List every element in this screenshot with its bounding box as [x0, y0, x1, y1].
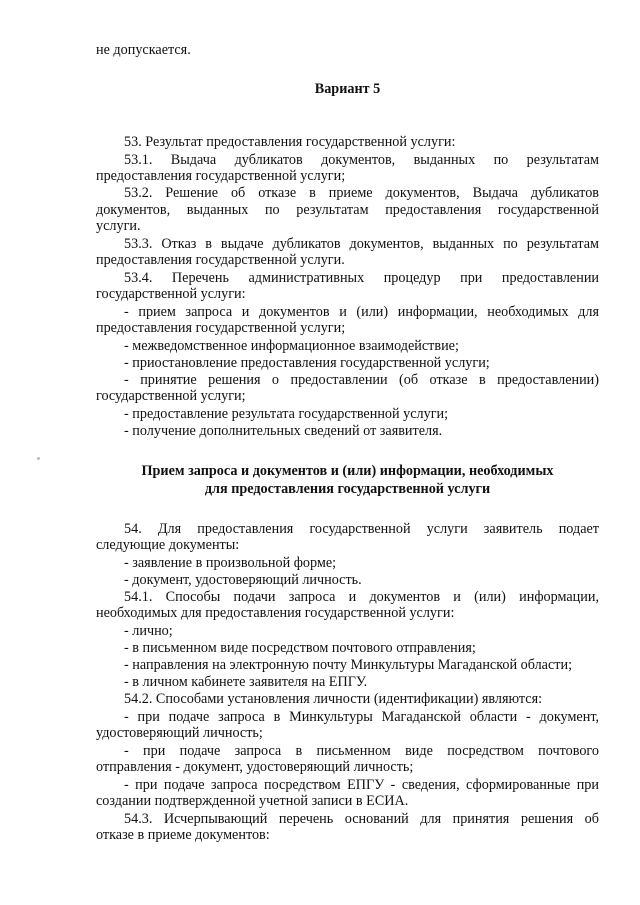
- list-item-method-4: - в личном кабинете заявителя на ЕПГУ.: [124, 674, 368, 690]
- paragraph-54-1-line2: необходимых для предоставления государственной услуги:: [96, 605, 455, 621]
- list-item-method-3: - направления на электронную почту Минкультуры Магаданской области;: [124, 657, 573, 673]
- list-item-procedure-4-line2: государственной услуги;: [96, 388, 246, 404]
- paragraph-53-2-line1: 53.2. Решение об отказе в приеме документов, Выдача дубликатов: [124, 185, 599, 201]
- list-item-method-2: - в письменном виде посредством почтового отправления;: [124, 640, 476, 656]
- paragraph-54-2: 54.2. Способами установления личности (идентификации) являются:: [124, 691, 543, 707]
- paragraph-54-1-line1: 54.1. Способы подачи запроса и документов и (или) информации,: [124, 589, 599, 605]
- paragraph-53-1-line1: 53.1. Выдача дубликатов документов, выданных по результатам: [124, 152, 599, 168]
- list-item-procedure-3: - приостановление предоставления государственной услуги;: [124, 355, 490, 371]
- list-item-identification-2-line1: - при подаче запроса в письменном виде посредством почтового: [124, 743, 599, 759]
- section-heading-line2: для предоставления государственной услуги: [204, 481, 491, 497]
- section-heading-line1: Прием запроса и документов и (или) информации, необходимых: [141, 463, 554, 479]
- paragraph-53-4-line1: 53.4. Перечень административных процедур при предоставлении: [124, 270, 599, 286]
- paragraph-54-line1: 54. Для предоставления государственной услуги заявитель подает: [124, 521, 599, 537]
- paragraph-53-3-line1: 53.3. Отказ в выдаче дубликатов документов, выданных по результатам: [124, 236, 599, 252]
- paragraph-53-4-line2: государственной услуги:: [96, 286, 246, 302]
- list-item-procedure-5: - предоставление результата государственной услуги;: [124, 406, 449, 422]
- list-item-procedure-1-line2: предоставления государственной услуги;: [96, 320, 346, 336]
- list-item-identification-1-line1: - при подаче запроса в Минкультуры Магаданской области - документ,: [124, 709, 599, 725]
- paragraph-53-2-line2: документов, выданных по результатам предоставления государственной: [96, 202, 599, 218]
- list-item-identification-2-line2: отправления - документ, удостоверяющий личность;: [96, 759, 414, 775]
- paragraph-54-line2: следующие документы:: [96, 537, 240, 553]
- list-item-document-2: - документ, удостоверяющий личность.: [124, 572, 362, 588]
- list-item-identification-3-line1: - при подаче запроса посредством ЕПГУ - сведения, сформированные при: [124, 777, 599, 793]
- paragraph-53-1-line2: предоставления государственной услуги;: [96, 168, 346, 184]
- scan-speck: [37, 457, 40, 460]
- list-item-procedure-2: - межведомственное информационное взаимодействие;: [124, 338, 459, 354]
- paragraph-53-3-line2: предоставления государственной услуги.: [96, 252, 345, 268]
- continuation-line: не допускается.: [96, 42, 191, 58]
- paragraph-54-3-line1: 54.3. Исчерпывающий перечень оснований для принятия решения об: [124, 811, 599, 827]
- paragraph-53-2-line3: услуги.: [96, 218, 141, 234]
- list-item-procedure-1-line1: - прием запроса и документов и (или) информации, необходимых для: [124, 304, 599, 320]
- paragraph-53: 53. Результат предоставления государственной услуги:: [124, 134, 456, 150]
- list-item-procedure-6: - получение дополнительных сведений от заявителя.: [124, 423, 443, 439]
- variant-title: Вариант 5: [314, 81, 381, 97]
- list-item-identification-1-line2: удостоверяющий личность;: [96, 725, 263, 741]
- list-item-method-1: - лично;: [124, 623, 173, 639]
- list-item-procedure-4-line1: - принятие решения о предоставлении (об отказе в предоставлении): [124, 372, 599, 388]
- list-item-document-1: - заявление в произвольной форме;: [124, 555, 337, 571]
- paragraph-54-3-line2: отказе в приеме документов:: [96, 827, 270, 843]
- list-item-identification-3-line2: создании подтвержденной учетной записи в ЕСИА.: [96, 793, 409, 809]
